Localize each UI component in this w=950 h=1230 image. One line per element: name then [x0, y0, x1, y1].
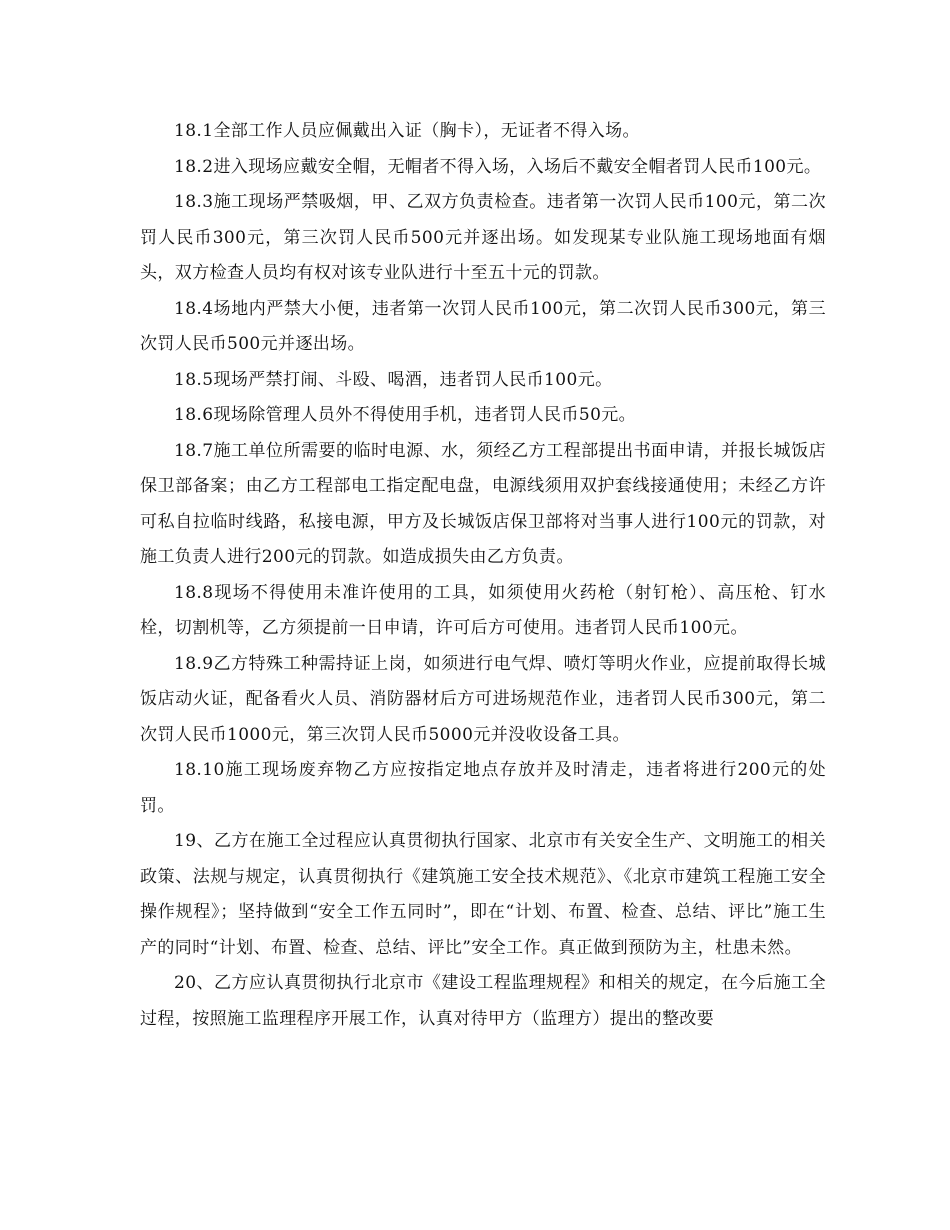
paragraph-18-7: 18.7施工单位所需要的临时电源、水，须经乙方工程部提出书面申请，并报长城饭店保卫部备案；由乙方工程部电工指定配电盘，电源线须用双护套线接通使用；未经乙方许可私自拉临时线路，私接电源，甲方及长城饭店保卫部将对当事人进行100元的罚款，对施工负责人进行200元的罚款。如造成损失由乙方负责。	[140, 440, 826, 567]
paragraph-18-2: 18.2进入现场应戴安全帽，无帽者不得入场，入场后不戴安全帽者罚人民币100元。	[174, 156, 822, 177]
paragraph-18-9: 18.9乙方特殊工种需持证上岗，如须进行电气焊、喷灯等明火作业，应提前取得长城饭店动火证，配备看火人员、消防器材后方可进场规范作业，违者罚人民币300元，第二次罚人民币1000元，第三次罚人民币5000元并没收设备工具。	[140, 653, 826, 745]
paragraph-18-1: 18.1全部工作人员应佩戴出入证（胸卡），无证者不得入场。	[174, 121, 640, 141]
paragraph-20: 20、乙方应认真贯彻执行北京市《建设工程监理规程》和相关的规定，在今后施工全过程，按照施工监理程序开展工作，认真对待甲方（监理方）提出的整改要	[140, 973, 826, 1029]
paragraph-18-3: 18.3施工现场严禁吸烟，甲、乙双方负责检查。违者第一次罚人民币100元，第二次罚人民币300元，第三次罚人民币500元并逐出场。如发现某专业队施工现场地面有烟头，双方检查人员均有权对该专业队进行十至五十元的罚款。	[140, 192, 826, 283]
paragraph-18-5: 18.5现场严禁打闹、斗殴、喝酒，违者罚人民币100元。	[174, 369, 613, 390]
document-body	[140, 114, 826, 1037]
paragraph-19: 19、乙方在施工全过程应认真贯彻执行国家、北京市有关安全生产、文明施工的相关政策、法规与规定，认真贯彻执行《建筑施工安全技术规范》、《北京市建筑工程施工安全操作规程》；坚持做到“安全工作五同时”，即在“计划、布置、检查、总结、评比”施工生产的同时“计划、布置、检查、总结、评比”安全工作。真正做到预防为主，杜患未然。	[140, 831, 826, 958]
paragraph-18-6: 18.6现场除管理人员外不得使用手机，违者罚人民币50元。	[174, 405, 637, 425]
paragraph-18-8: 18.8现场不得使用未准许使用的工具，如须使用火药枪（射钉枪）、高压枪、钉水栓，切割机等，乙方须提前一日申请，许可后方可使用。违者罚人民币100元。	[140, 582, 826, 638]
paragraph-18-10: 18.10施工现场废弃物乙方应按指定地点存放并及时清走，违者将进行200元的处罚。	[140, 760, 826, 816]
paragraph-18-4: 18.4场地内严禁大小便，违者第一次罚人民币100元，第二次罚人民币300元，第三次罚人民币500元并逐出场。	[140, 298, 826, 354]
